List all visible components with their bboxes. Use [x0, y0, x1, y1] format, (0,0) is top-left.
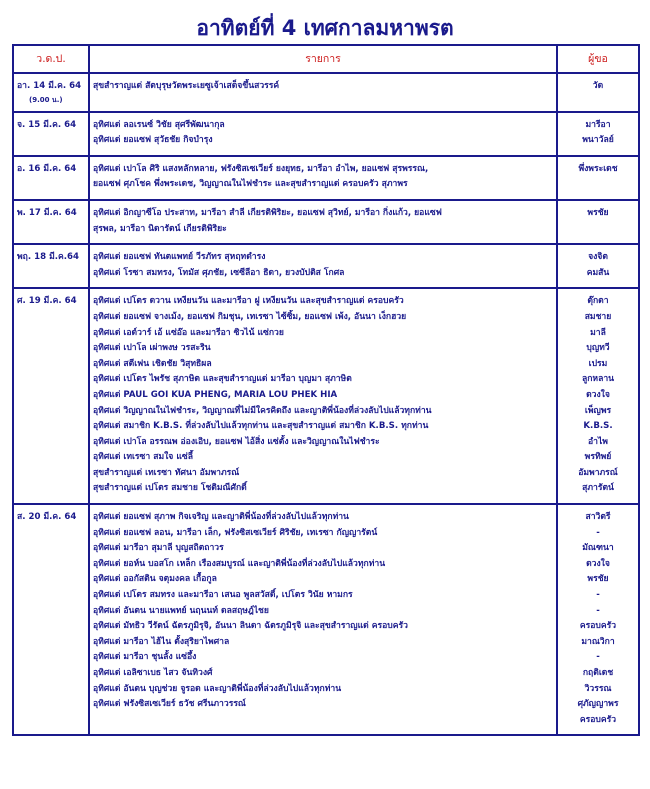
- requester-name: พรชัย: [587, 574, 609, 585]
- intention-line: อุทิศแด่ PAUL GOI KUA PHENG, MARIA LOU PHEK HIA: [93, 389, 338, 400]
- requester-name: พึ่งพระเดช: [578, 163, 618, 174]
- date-cell: [13, 288, 89, 504]
- items-cell: [89, 244, 557, 288]
- mass-intention-table: [12, 44, 640, 736]
- intention-line: อุทิศแด่ มารีอา ชุนลั้ง แซ่อึ้ง: [93, 652, 197, 663]
- requester-name: ดวงใจ: [586, 389, 610, 400]
- table-row: [13, 244, 639, 288]
- intention-line: อุทิศแด่ ยอแซฟ ลอน, มารีอา เล็ก, ฟรังซิสเซเวียร์ ศิริชัย, เทเรซา กัญญารัตน์: [93, 527, 378, 538]
- requester-cell: [557, 504, 639, 735]
- time-label: (9.00 น.): [29, 95, 63, 104]
- requester-name: บุญทวี: [586, 343, 610, 354]
- page-title: อาทิตย์ที่ 4 เทศกาลมหาพรต: [196, 16, 454, 40]
- items-cell: [89, 288, 557, 504]
- requester-name: วิวรรณ: [584, 683, 612, 694]
- date-label: พ. 17 มี.ค. 64: [17, 207, 77, 218]
- table-header-row: [13, 45, 639, 73]
- requester-name: -: [596, 590, 600, 601]
- date-cell: [13, 244, 89, 288]
- intention-line: อุทิศแด่ มารีอา สุมาลี บุญสถิตถาวร: [93, 543, 224, 554]
- requester-name: ครอบครัว: [579, 714, 617, 725]
- intention-line: อุทิศแด่ อิกญาซีโอ ประสาท, มารีอา สำลี เกียรติพิริยะ, ยอแซฟ สุวิทย์, มารีอา กิ่งแก้ว, ยอแซฟ: [93, 207, 442, 218]
- requester-name: เพ็ญพร: [584, 405, 612, 416]
- header-requester: ผู้ขอ: [557, 45, 639, 73]
- requester-name: สาวิตรี: [585, 512, 611, 523]
- intention-line: อุทิศแด่ เปาโล อรรณพ อ่องเอิบ, ยอแซฟ ไอ้สิ่ง แซ่ตั้ง และวิญญาณในไฟชำระ: [93, 436, 380, 447]
- intention-line: อุทิศแด่ ลอเรนซ์ วิชัย สุศรีพัฒนากุล: [93, 119, 225, 130]
- requester-name: -: [596, 652, 600, 663]
- requester-name: พรทิพย์: [584, 452, 612, 463]
- intention-line: อุทิศแด่ ยอแซฟ สุภาพ กิจเจริญ และญาติพี่น้องที่ล่วงลับไปแล้วทุกท่าน: [93, 512, 349, 523]
- requester-name: มารีอา: [585, 119, 611, 130]
- requester-name: ครอบครัว: [579, 621, 617, 632]
- requester-name: อัมพาภรณ์: [578, 467, 618, 478]
- intention-line: อุทิศแด่ อันตน บุญช่วย จูรอด และญาติพี่น้องที่ล่วงลับไปแล้วทุกท่าน: [93, 683, 342, 694]
- requester-name: สมชาย: [584, 311, 612, 322]
- requester-name: คมสัน: [586, 267, 610, 278]
- intention-line: อุทิศแด่ เปโตร สมทรง และมารีอา เสนอ พูลสวัสดิ์, เปโตร วินัย หามกร: [93, 590, 353, 601]
- requester-name: [561, 177, 635, 193]
- requester-name: มาลี: [590, 327, 606, 338]
- requester-name: ตุ๊กตา: [587, 296, 609, 307]
- intention-line: สุขสำราญแด่ เทเรซา ทัศนา อัมพาภรณ์: [93, 467, 240, 478]
- header-date: ว.ด.ป.: [13, 45, 89, 73]
- intention-line: ยอแซฟ ศุภโชค พึ่งพระเดช, วิญญาณในไฟชำระ และสุขสำราญแด่ ครอบครัว สุภาพร: [93, 179, 408, 190]
- items-cell: [89, 156, 557, 200]
- intention-line: อุทิศแด่ สตีเฟน เชิดชัย วิสุทธิผล: [93, 358, 212, 369]
- requester-name: มาณวิกา: [581, 636, 615, 647]
- date-cell: [13, 112, 89, 156]
- date-label: อ. 16 มี.ค. 64: [17, 163, 77, 174]
- date-label: จ. 15 มี.ค. 64: [17, 119, 77, 130]
- intention-line: อุทิศแด่ ยอแซฟ จางเม้ง, ยอแซฟ กิมชุน, เทเรซา ไซ้ซิ้ม, ยอแซฟ เพ้ง, อันนา เง็กฮวย: [93, 311, 407, 322]
- intention-line: อุทิศแด่ ยอแซฟ สุวัธชัย กิจบำรุง: [93, 135, 213, 146]
- requester-name: ลูกหลาน: [581, 374, 615, 385]
- requester-name: สุภารัตน์: [582, 483, 614, 494]
- items-cell: [89, 112, 557, 156]
- requester-name: วัด: [592, 81, 604, 91]
- intention-line: อุทิศแด่ มัทธิว วีรัตน์ ฉัตรภูมิรุจิ, อันนา ลินดา ฉัตรภูมิรุจิ และสุขสำราญแด่ ครอบครัว: [93, 621, 408, 632]
- requester-name: K.B.S.: [583, 421, 613, 432]
- date-cell: [13, 200, 89, 244]
- requester-name: อำไพ: [588, 436, 608, 447]
- intention-line: อุทิศแด่ มารีอา ไฮ้ไน ตั้งสุริยาไพศาล: [93, 636, 230, 647]
- intention-line: อุทิศแด่ อันตน นายแพทย์ นฤนนท์ ดลสฤษฎ์ไชย: [93, 605, 269, 616]
- intention-line: อุทิศแด่ เปโตร ดวาน เหงียนวัน และมารีอา ฝู เหงียนวัน และสุขสำราญแด่ ครอบครัว: [93, 296, 404, 307]
- intention-line: สุขสำราญแด่ เปโตร สมชาย โชติมณีศักดิ์: [93, 483, 247, 494]
- table-row: [13, 73, 639, 112]
- requester-cell: [557, 73, 639, 112]
- table-row: [13, 200, 639, 244]
- intention-line: อุทิศแด่ เทเรซา สมใจ แซ่ลี้: [93, 452, 193, 463]
- intention-line: อุทิศแด่ สมาชิก K.B.S. ที่ล่วงลับไปแล้วทุกท่าน และสุขสำราญแด่ สมาชิก K.B.S. ทุกท่าน: [93, 421, 429, 432]
- requester-name: จงจิต: [588, 252, 608, 263]
- intention-line: อุทิศแด่ เปโตร ไพรัช สุภาษิต และสุขสำราญแด่ มารีอา บุญมา สุภาษิต: [93, 374, 352, 385]
- date-cell: [13, 73, 89, 112]
- requester-name: เปรม: [588, 358, 608, 369]
- requester-cell: [557, 244, 639, 288]
- requester-name: กฤติเดช: [582, 668, 614, 678]
- requester-name: ดวงใจ: [586, 558, 610, 569]
- items-cell: [89, 200, 557, 244]
- requester-name: พรชัย: [587, 207, 609, 218]
- intention-line: อุทิศแด่ เปาโล เผ่าพงษ วรสะริน: [93, 343, 211, 354]
- requester-cell: [557, 200, 639, 244]
- header-items: รายการ: [89, 45, 557, 73]
- table-row: [13, 288, 639, 504]
- requester-name: -: [596, 605, 600, 616]
- intention-line: สุรพล, มารีอา นิดารัตน์ เกียรติพิริยะ: [93, 223, 227, 234]
- intention-line: อุทิศแด่ เปาโล ศิริ แสงหลักหลาย, ฟรังซิสเซเวียร์ ยงยุทธ, มารีอา อำไพ, ยอแซฟ สุรพรรณ,: [93, 163, 429, 174]
- date-label: ศ. 19 มี.ค. 64: [17, 296, 77, 307]
- table-body: [13, 73, 639, 735]
- intention-line: อุทิศแด่ เอลิซาเบธ ไสว จันทิวงศ์: [93, 668, 213, 678]
- items-cell: [89, 73, 557, 112]
- items-cell: [89, 504, 557, 735]
- date-label: อา. 14 มี.ค. 64: [17, 81, 82, 91]
- requester-name: [561, 222, 635, 238]
- requester-name: พนาวัลย์: [582, 135, 614, 146]
- requester-name: ศุภัญญาพร: [577, 699, 619, 710]
- date-label: พฤ. 18 มี.ค.64: [17, 252, 79, 263]
- table-row: [13, 504, 639, 735]
- requester-name: มัณฑนา: [582, 543, 614, 554]
- requester-name: -: [596, 527, 600, 538]
- intention-line: อุทิศแด่ ออกัสติน จตุมงคล เกื้อกูล: [93, 574, 217, 585]
- table-row: [13, 156, 639, 200]
- requester-cell: [557, 288, 639, 504]
- intention-line: สุขสำราญแด่ สัตบุรุษวัดพระเยซูเจ้าเสด็จขึ้นสวรรค์: [93, 81, 280, 91]
- intention-line: อุทิศแด่ เอด์วาร์ เอ้ แซ่อ๊อ และมารีอา ซิวไน้ แซ่กวย: [93, 327, 284, 338]
- requester-cell: [557, 112, 639, 156]
- intention-line: อุทิศแด่ ฟรังซิสเซเวียร์ ธวัช ศรีนภาวรรณ์: [93, 699, 246, 710]
- intention-line: อุทิศแด่ ยอแซฟ ทันตแพทย์ วีรภัทร สุหฤทดำรง: [93, 252, 266, 263]
- requester-cell: [557, 156, 639, 200]
- date-cell: [13, 156, 89, 200]
- table-row: [13, 112, 639, 156]
- intention-line: อุทิศแด่ โรซา สมทรง, โทมัส ศุภชัย, เซซีลีอา ธิดา, ยวงบัปติส โกศล: [93, 267, 345, 278]
- date-label: ส. 20 มี.ค. 64: [17, 512, 77, 523]
- date-cell: [13, 504, 89, 735]
- intention-line: อุทิศแด่ ยอห์น บอสโก เหล็ก เรืองสมบูรณ์ และญาติพี่น้องที่ล่วงลับไปแล้วทุกท่าน: [93, 558, 386, 569]
- intention-line: อุทิศแด่ วิญญาณในไฟชำระ, วิญญาณที่ไม่มีใครคิดถึง และญาติพี่น้องที่ล่วงลับไปแล้วทุกท่าน: [93, 405, 432, 416]
